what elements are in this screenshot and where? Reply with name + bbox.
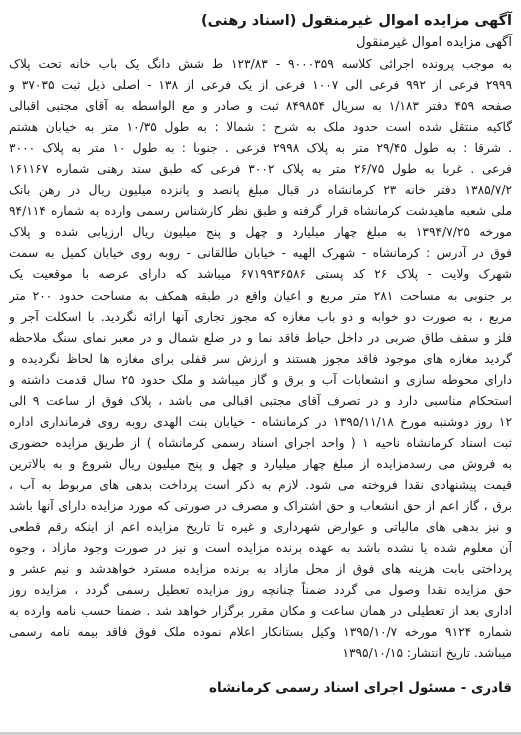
notice-signature: قادری - مسئول اجرای اسناد رسمی کرمانشاه xyxy=(208,680,512,697)
body-line: و نیز بدهی های مالیاتی و عوارض شهرداری و غیره تا تاریخ مزایده اعم از اینکه رقم قطعی xyxy=(9,520,512,535)
body-line: صفحه ۴۵۹ دفتر ۱/۱۸۳ به سریال ۸۴۹۸۵۴ ثبت و صادر و مع الواسطه به آقای مجتبی اقبالی xyxy=(9,99,512,114)
body-line: برق ، گاز اعم از حق انشعاب و حق اشتراک و مصرف در صورتی که مورد مزایده دارای آنها باشد xyxy=(9,498,512,513)
body-line: شماره ۹۱۲۴ مورخه ۱۳۹۵/۱۰/۷ وکیل بستانکار اعلام نموده ملک فوق فاقد بیمه نامه رسمی xyxy=(9,625,512,640)
body-line: حق مزایده نقدا وصول می گردد ضمناً چنانچه روز مزایده تعطیل رسمی گردد ، مزایده روز xyxy=(9,583,512,598)
notice-title: آگهی مزایده اموال غیرمنقول (اسناد رهنی) xyxy=(201,13,512,29)
body-line: گردید مغازه های موجود فاقد مجوز هستند و ارزش سر قفلی برای مغازه ها لحاظ نگردیده و xyxy=(9,351,512,366)
body-line: ثبت اسناد کرمانشاه ناحیه ۱ ( واحد اجرای اسناد رسمی کرمانشاه ) از طریق مزایده حضوری xyxy=(9,435,512,450)
body-line: قیمت پیشنهادی نقدا فروخته می شود. لازم به ذکر است پرداخت بدهی های مربوط به آب ، xyxy=(9,477,512,492)
body-line: ۱۲ روز دوشنبه مورخ ۱۳۹۵/۱۱/۱۸ در کرمانشاه - خیابان بنت الهدی روبه روی فرمانداری اداره xyxy=(9,414,512,429)
body-line: آن معلوم شده یا نشده باشد به عهده برنده مزایده است و نیز در صورت وجود مازاد ، وجوه xyxy=(9,541,512,556)
body-line: ۲۹۹۹ فرعی از ۹۹۲ فرعی الی ۱۰۰۷ فرعی از یک فرعی از ۱۳۸ - اصلی ذیل ثبت ۳۷۰۳۵ و xyxy=(9,78,512,93)
body-line: فوق در آدرس : کرمانشاه - شهرک الهیه - خیابان طالقانی - روبه روی خیابان کمیل به سمت xyxy=(9,246,512,261)
body-line: استحکام مناسبی دارد و در تصرف آقای مجتبی اقبالی می باشد ، پلاک فوق از ساعت ۹ الی xyxy=(9,393,512,408)
body-line: میباشد. تاریخ انتشار: ۱۳۹۵/۱۰/۱۵ xyxy=(342,646,512,661)
body-line: شهرک ولایت - پلاک ۲۶ کد پستی ۶۷۱۹۹۳۶۵۸۶ میباشد که دارای عرصه با موقعیت یک xyxy=(9,267,512,282)
body-line: به موجب پرونده اجرائی کلاسه ۹۰۰۰۳۵۹ - ۱۲۳/۸۳ ط شش دانگ یک باب خانه تحت پلاک xyxy=(9,57,512,71)
notice-body xyxy=(9,54,512,664)
body-line: مربع ، به صورت دو خوابه و دو باب مغازه که مجوز تجاری آنها ارائه نگردید. با اسکلت آجر و xyxy=(9,309,512,324)
body-line: به فروش می رسدمزایده از مبلغ چهار میلیارد و چهل و پنج میلیون ریال شروع و به بالاترین xyxy=(9,456,512,471)
body-line: فرعی . غربا به طول ۲۶/۷۵ متر به پلاک ۳۰۰۲ فرعی که طبق سند رهنی شماره ۱۶۱۱۶۷ xyxy=(9,162,512,177)
body-line: اداری بعد از تعطیلی در همان ساعت و مکان مقرر برگزار خواهد شد . ضمنا حسب نامه وارده به xyxy=(9,604,512,619)
body-line: بر جنوبی به مساحت ۲۸۱ متر مربع و اعیان واقع در طبقه همکف به مساحت حدود ۲۰۰ متر xyxy=(9,288,512,303)
body-line: . شرقا : به طول ۲۹/۴۵ متر به پلاک ۲۹۹۸ فرعی . جنوبا : به طول ۱۰ متر به پلاک ۳۰۰۰ xyxy=(9,141,512,156)
body-line: گاکیه منتقل شده است حدود ملک به شرح : شمالا : به طول ۱۰/۳۵ متر به خیابان هشتم xyxy=(9,120,512,135)
body-line: پرداختی بابت هزینه های فوق از محل مازاد به برنده مزایده مسترد خواهدشد و نیم عشر و xyxy=(9,562,512,577)
body-line: ملی شعبه ماهیدشت کرمانشاه قرار گرفته و طبق نظر کارشناس رسمی وارده به شماره ۹۴/۱۱۴ xyxy=(9,204,512,219)
body-line: دارای محوطه سازی و انشعابات آب و برق و گاز میباشد و ملک حدود ۲۵ سال قدمت داشته و xyxy=(9,372,512,387)
body-line: ۱۳۸۵/۷/۲ دفتر خانه ۲۳ کرمانشاه در قبال مبلغ پانصد و پانزده میلیون ریال در رهن بانک xyxy=(9,183,512,198)
body-line: فلز و سقف طاق ضربی در داخل حیاط فاقد نما و در ضلع شمال و در معبر نمای سنگ ملاحظه xyxy=(9,330,512,345)
body-line: مورخه ۱۳۹۴/۷/۲۵ به مبلغ چهار میلیارد و چهل و پنج میلیون ریال ارزیابی شده و پلاک xyxy=(9,225,512,240)
notice-subtitle: آگهی مزایده اموال غیرمنقول xyxy=(356,35,512,50)
